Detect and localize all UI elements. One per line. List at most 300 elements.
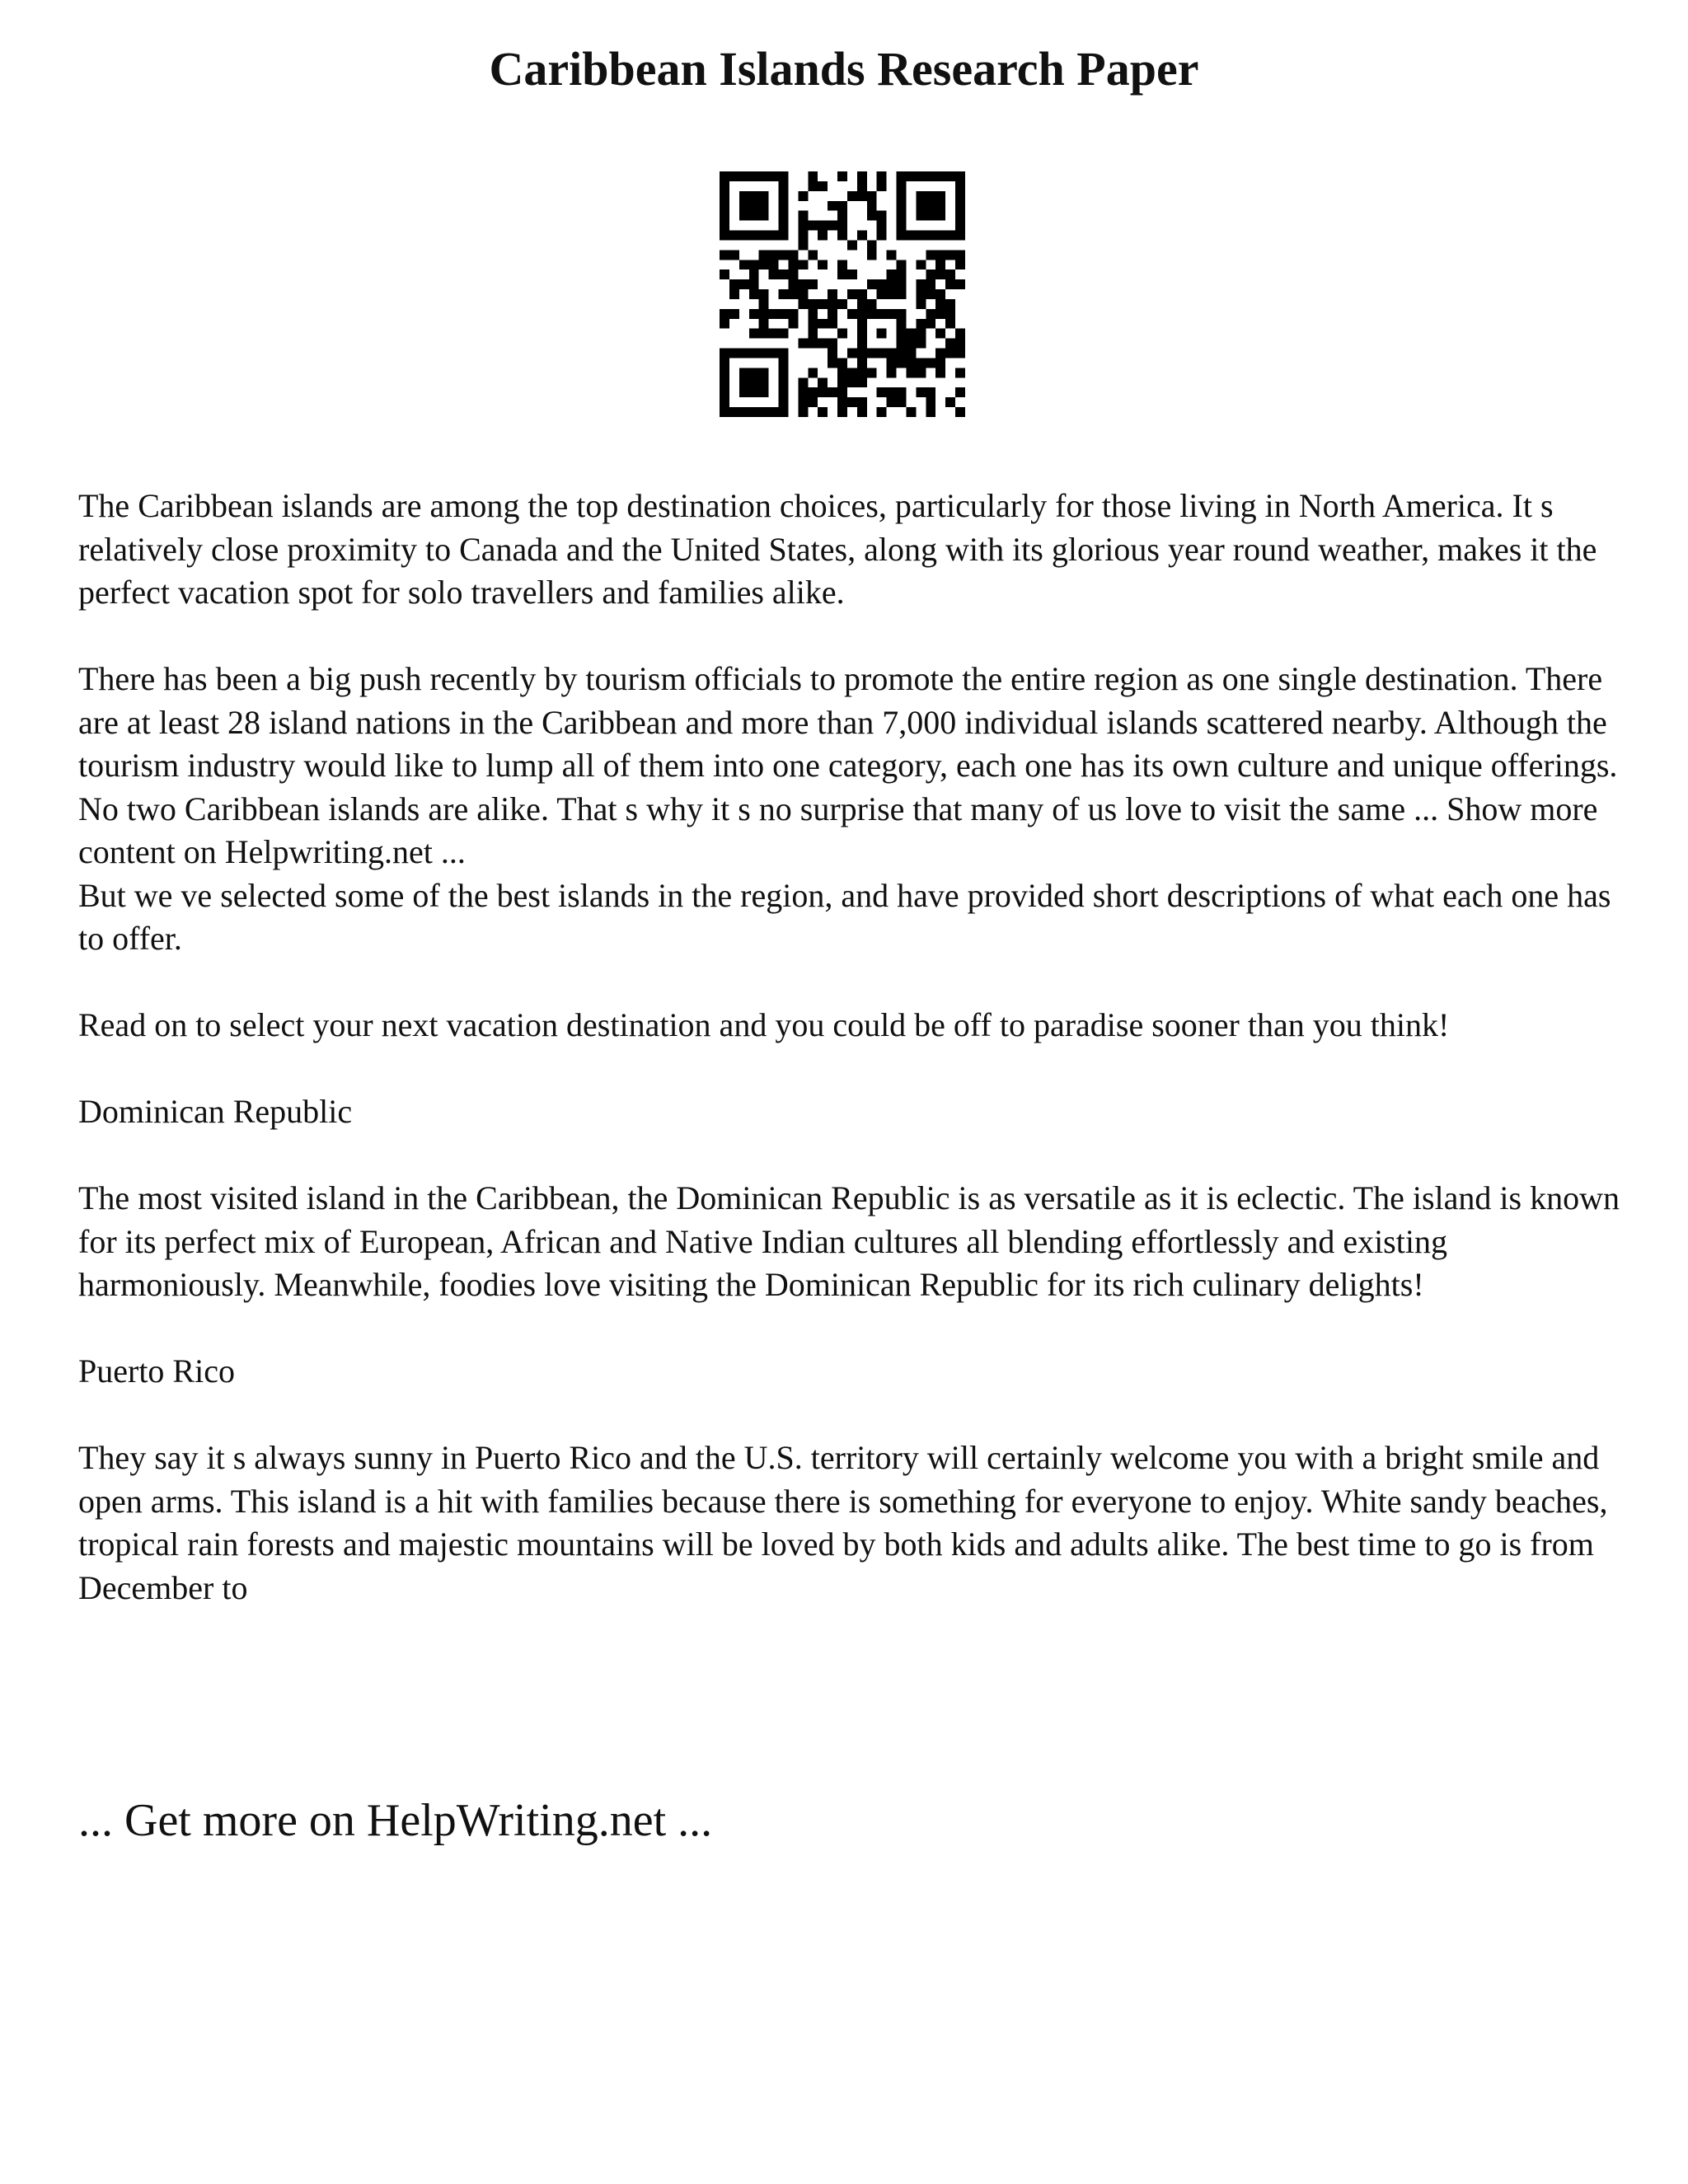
qr-module — [916, 339, 926, 349]
qr-module — [935, 289, 945, 299]
qr-module — [779, 368, 789, 377]
qr-module — [897, 397, 907, 407]
qr-module — [759, 231, 769, 241]
qr-module — [945, 279, 955, 289]
qr-module — [945, 309, 955, 319]
qr-module — [926, 289, 935, 299]
qr-module — [916, 231, 926, 241]
qr-module — [897, 358, 907, 368]
qr-module — [808, 221, 818, 231]
qr-module — [955, 329, 965, 339]
qr-module — [779, 211, 789, 221]
qr-module — [926, 231, 935, 241]
qr-module — [935, 250, 945, 260]
qr-module — [798, 299, 808, 309]
qr-module — [788, 250, 798, 260]
qr-module — [808, 397, 818, 407]
qr-module — [887, 279, 897, 289]
qr-module — [897, 221, 907, 231]
qr-module — [906, 368, 916, 377]
heading-dominican-republic: Dominican Republic — [78, 1093, 353, 1130]
qr-module — [769, 260, 779, 269]
paragraph-tourism: There has been a big push recently by tourism officials to promote the entire region as one single destination. There are at least 28 island nations in the Caribbean and more than 7,000 individual islands scattered nearby. Although the tourism industry would like to lump all of them into one category, each one has its own culture and unique offerings. No two Caribbean islands are alike. That s why it s no surprise that many of us love to visit the same ... Show more content on Helpwriting.net ... — [78, 660, 1618, 870]
qr-module — [857, 231, 867, 241]
qr-module — [916, 260, 926, 269]
qr-module — [720, 349, 729, 359]
qr-module — [759, 377, 769, 387]
qr-module — [808, 279, 818, 289]
qr-module — [926, 250, 935, 260]
qr-module — [729, 279, 739, 289]
qr-module — [818, 319, 828, 329]
qr-code-graphic — [720, 171, 965, 417]
qr-module — [926, 358, 935, 368]
qr-module — [779, 407, 789, 417]
qr-module — [729, 349, 739, 359]
qr-module — [887, 349, 897, 359]
qr-module — [926, 309, 935, 319]
qr-module — [818, 231, 828, 241]
qr-module — [779, 171, 789, 181]
qr-module — [897, 191, 907, 201]
qr-module — [798, 397, 808, 407]
qr-code-icon — [720, 171, 965, 417]
qr-module — [906, 339, 916, 349]
qr-module — [828, 319, 837, 329]
qr-module — [926, 387, 935, 397]
qr-module — [916, 279, 926, 289]
qr-module — [955, 407, 965, 417]
qr-module — [759, 299, 769, 309]
qr-module — [739, 387, 749, 397]
qr-module — [759, 211, 769, 221]
qr-module — [867, 250, 877, 260]
qr-module — [808, 387, 818, 397]
qr-module — [749, 349, 759, 359]
qr-module — [720, 387, 729, 397]
qr-module — [847, 289, 857, 299]
qr-module — [759, 319, 769, 329]
qr-module — [935, 368, 945, 377]
qr-module — [759, 191, 769, 201]
qr-module — [739, 279, 749, 289]
qr-module — [749, 289, 759, 299]
qr-module — [739, 201, 749, 211]
qr-module — [887, 397, 897, 407]
qr-module — [906, 349, 916, 359]
qr-module — [828, 349, 837, 359]
qr-module — [749, 201, 759, 211]
qr-module — [926, 191, 935, 201]
qr-module — [877, 171, 887, 181]
page-title: Caribbean Islands Research Paper — [489, 42, 1199, 96]
qr-module — [906, 231, 916, 241]
qr-module — [935, 299, 945, 309]
qr-module — [818, 181, 828, 191]
qr-module — [897, 181, 907, 191]
qr-module — [769, 329, 779, 339]
qr-module — [955, 171, 965, 181]
qr-module — [857, 181, 867, 191]
qr-module — [779, 269, 789, 279]
qr-module — [739, 377, 749, 387]
qr-module — [857, 309, 867, 319]
qr-module — [926, 407, 935, 417]
qr-module — [897, 309, 907, 319]
qr-module — [945, 339, 955, 349]
qr-module — [837, 211, 847, 221]
qr-module — [867, 279, 877, 289]
qr-module — [759, 260, 769, 269]
qr-module — [897, 387, 907, 397]
qr-module — [808, 319, 818, 329]
qr-module — [955, 349, 965, 359]
qr-module — [720, 191, 729, 201]
qr-module — [720, 309, 729, 319]
qr-module — [906, 329, 916, 339]
qr-module — [788, 309, 798, 319]
article-body — [78, 485, 1628, 1653]
qr-module — [729, 407, 739, 417]
qr-module — [788, 279, 798, 289]
qr-module — [828, 309, 837, 319]
qr-module — [877, 387, 887, 397]
qr-module — [720, 407, 729, 417]
qr-module — [877, 329, 887, 339]
qr-module — [837, 397, 847, 407]
qr-module — [808, 309, 818, 319]
qr-module — [808, 329, 818, 339]
qr-module — [867, 201, 877, 211]
qr-module — [739, 211, 749, 221]
qr-module — [749, 269, 759, 279]
qr-module — [828, 289, 837, 299]
qr-module — [788, 269, 798, 279]
qr-module — [818, 221, 828, 231]
heading-puerto-rico: Puerto Rico — [78, 1352, 235, 1390]
qr-module — [945, 299, 955, 309]
qr-module — [945, 397, 955, 407]
qr-module — [867, 309, 877, 319]
qr-module — [779, 377, 789, 387]
qr-module — [955, 231, 965, 241]
qr-module — [808, 339, 818, 349]
qr-module — [935, 269, 945, 279]
qr-module — [916, 171, 926, 181]
qr-module — [720, 171, 729, 181]
qr-module — [749, 377, 759, 387]
qr-module — [798, 289, 808, 299]
qr-module — [867, 299, 877, 309]
qr-module — [828, 221, 837, 231]
qr-module — [779, 221, 789, 231]
qr-module — [798, 339, 808, 349]
qr-module — [788, 260, 798, 269]
qr-module — [769, 407, 779, 417]
qr-module — [916, 329, 926, 339]
qr-module — [916, 358, 926, 368]
qr-module — [749, 191, 759, 201]
qr-module — [720, 181, 729, 191]
qr-module — [720, 231, 729, 241]
qr-module — [955, 339, 965, 349]
qr-module — [798, 407, 808, 417]
qr-module — [798, 240, 808, 250]
qr-module — [720, 250, 729, 260]
qr-module — [847, 240, 857, 250]
qr-module — [837, 377, 847, 387]
qr-module — [887, 309, 897, 319]
qr-module — [808, 181, 818, 191]
qr-module — [798, 221, 808, 231]
qr-module — [867, 191, 877, 201]
qr-module — [847, 349, 857, 359]
qr-module — [808, 299, 818, 309]
qr-module — [877, 289, 887, 299]
qr-module — [857, 329, 867, 339]
qr-module — [916, 211, 926, 221]
qr-module — [935, 201, 945, 211]
qr-module — [955, 260, 965, 269]
qr-module — [837, 221, 847, 231]
qr-module — [857, 397, 867, 407]
qr-module — [798, 231, 808, 241]
qr-module — [749, 329, 759, 339]
qr-module — [749, 309, 759, 319]
qr-module — [798, 191, 808, 201]
qr-module — [818, 377, 828, 387]
qr-module — [887, 250, 897, 260]
qr-module — [837, 387, 847, 397]
qr-module — [759, 171, 769, 181]
qr-module — [955, 368, 965, 377]
qr-module — [749, 368, 759, 377]
qr-module — [729, 231, 739, 241]
qr-module — [837, 329, 847, 339]
qr-module — [897, 211, 907, 221]
qr-module — [818, 339, 828, 349]
qr-module — [769, 309, 779, 319]
qr-module — [926, 211, 935, 221]
qr-module — [749, 171, 759, 181]
qr-module — [749, 407, 759, 417]
qr-module — [887, 269, 897, 279]
paragraph-read-on: Read on to select your next vacation destination and you could be off to paradise sooner than you think! — [78, 1006, 1450, 1043]
paragraph-dominican-republic: The most visited island in the Caribbean, the Dominican Republic is as versatile as it is eclectic. The island is known for its perfect mix of European, African and Native Indian cultures all blending effortlessly and existing harmoniously. Meanwhile, foodies love visiting the Dominican Republic for its rich culinary delights! — [78, 1179, 1620, 1303]
qr-module — [759, 407, 769, 417]
qr-module — [955, 279, 965, 289]
qr-module — [798, 260, 808, 269]
paragraph-puerto-rico: They say it s always sunny in Puerto Rico and the U.S. territory will certainly welcome you with a bright smile and open arms. This island is a hit with families because there is something for everyone to enjoy. White sandy beaches, tropical rain forests and majestic mountains will be loved by both kids and adults alike. The best time to go is from December to — [78, 1439, 1608, 1606]
qr-module — [739, 407, 749, 417]
qr-module — [877, 309, 887, 319]
qr-module — [955, 191, 965, 201]
qr-module — [818, 299, 828, 309]
qr-module — [788, 319, 798, 329]
qr-module — [847, 368, 857, 377]
qr-module — [739, 349, 749, 359]
qr-module — [955, 250, 965, 260]
qr-module — [749, 279, 759, 289]
qr-module — [837, 231, 847, 241]
qr-module — [769, 250, 779, 260]
qr-module — [828, 358, 837, 368]
get-more-link[interactable]: ... Get more on HelpWriting.net ... — [78, 1795, 713, 1846]
qr-module — [828, 201, 837, 211]
qr-module — [808, 250, 818, 260]
qr-module — [867, 368, 877, 377]
qr-module — [788, 289, 798, 299]
qr-module — [779, 309, 789, 319]
qr-module — [759, 201, 769, 211]
qr-module — [779, 387, 789, 397]
qr-module — [837, 269, 847, 279]
qr-module — [720, 358, 729, 368]
qr-module — [779, 358, 789, 368]
qr-module — [945, 349, 955, 359]
qr-module — [759, 329, 769, 339]
qr-module — [935, 211, 945, 221]
qr-module — [847, 309, 857, 319]
qr-module — [818, 387, 828, 397]
qr-module — [857, 368, 867, 377]
qr-module — [887, 368, 897, 377]
qr-module — [729, 250, 739, 260]
qr-module — [798, 279, 808, 289]
qr-module — [818, 407, 828, 417]
qr-module — [897, 329, 907, 339]
qr-module — [867, 211, 877, 221]
qr-module — [926, 171, 935, 181]
paragraph-selection: But we ve selected some of the best islands in the region, and have provided short descriptions of what each one has to offer. — [78, 876, 1611, 957]
paragraph-intro: The Caribbean islands are among the top destination choices, particularly for those living in North America. It s relatively close proximity to Canada and the United States, along with its glorious year round weather, makes it the perfect vacation spot for solo travellers and families alike. — [78, 487, 1597, 611]
qr-module — [739, 368, 749, 377]
qr-module — [729, 309, 739, 319]
qr-module — [877, 181, 887, 191]
qr-module — [877, 211, 887, 221]
qr-module — [926, 397, 935, 407]
qr-module — [955, 387, 965, 397]
qr-module — [798, 211, 808, 221]
qr-module — [837, 407, 847, 417]
qr-module — [906, 358, 916, 368]
qr-module — [916, 299, 926, 309]
qr-module — [897, 319, 907, 329]
qr-module — [847, 191, 857, 201]
qr-module — [847, 397, 857, 407]
qr-module — [798, 387, 808, 397]
qr-module — [837, 171, 847, 181]
qr-module — [926, 279, 935, 289]
qr-module — [808, 368, 818, 377]
qr-module — [877, 349, 887, 359]
qr-module — [720, 221, 729, 231]
qr-module — [779, 231, 789, 241]
qr-module — [897, 269, 907, 279]
qr-module — [847, 269, 857, 279]
qr-module — [926, 201, 935, 211]
qr-module — [837, 299, 847, 309]
qr-module — [945, 319, 955, 329]
qr-module — [916, 368, 926, 377]
qr-module — [897, 231, 907, 241]
qr-module — [749, 231, 759, 241]
qr-module — [897, 339, 907, 349]
qr-module — [808, 171, 818, 181]
qr-module — [935, 309, 945, 319]
qr-module — [897, 289, 907, 299]
qr-module — [935, 358, 945, 368]
qr-module — [749, 211, 759, 221]
qr-module — [935, 329, 945, 339]
qr-module — [916, 319, 926, 329]
qr-module — [867, 240, 877, 250]
qr-module — [720, 319, 729, 329]
qr-module — [818, 260, 828, 269]
qr-module — [897, 260, 907, 269]
qr-module — [857, 349, 867, 359]
qr-module — [945, 231, 955, 241]
qr-module — [955, 211, 965, 221]
qr-module — [769, 231, 779, 241]
qr-module — [720, 377, 729, 387]
qr-module — [828, 339, 837, 349]
qr-module — [857, 299, 867, 309]
qr-module — [779, 250, 789, 260]
qr-module — [729, 171, 739, 181]
qr-module — [720, 368, 729, 377]
qr-module — [857, 191, 867, 201]
qr-module — [779, 349, 789, 359]
qr-module — [857, 407, 867, 417]
qr-module — [897, 279, 907, 289]
qr-module — [935, 260, 945, 269]
qr-module — [837, 260, 847, 269]
qr-module — [720, 201, 729, 211]
qr-module — [759, 349, 769, 359]
qr-module — [739, 260, 749, 269]
qr-module — [779, 397, 789, 407]
qr-module — [759, 387, 769, 397]
qr-module — [897, 349, 907, 359]
qr-module — [935, 349, 945, 359]
qr-module — [857, 171, 867, 181]
qr-module — [779, 201, 789, 211]
qr-module — [798, 377, 808, 387]
qr-module — [857, 377, 867, 387]
qr-module — [945, 171, 955, 181]
qr-module — [916, 201, 926, 211]
qr-module — [769, 349, 779, 359]
qr-module — [828, 387, 837, 397]
qr-module — [955, 201, 965, 211]
qr-module — [749, 260, 759, 269]
qr-module — [779, 289, 789, 299]
qr-module — [837, 201, 847, 211]
qr-module — [847, 377, 857, 387]
qr-module — [759, 289, 769, 299]
qr-module — [720, 211, 729, 221]
qr-module — [887, 387, 897, 397]
qr-module — [935, 231, 945, 241]
qr-module — [926, 269, 935, 279]
qr-module — [729, 289, 739, 299]
qr-module — [837, 368, 847, 377]
qr-module — [779, 181, 789, 191]
qr-module — [857, 339, 867, 349]
qr-module — [877, 279, 887, 289]
qr-module — [887, 358, 897, 368]
